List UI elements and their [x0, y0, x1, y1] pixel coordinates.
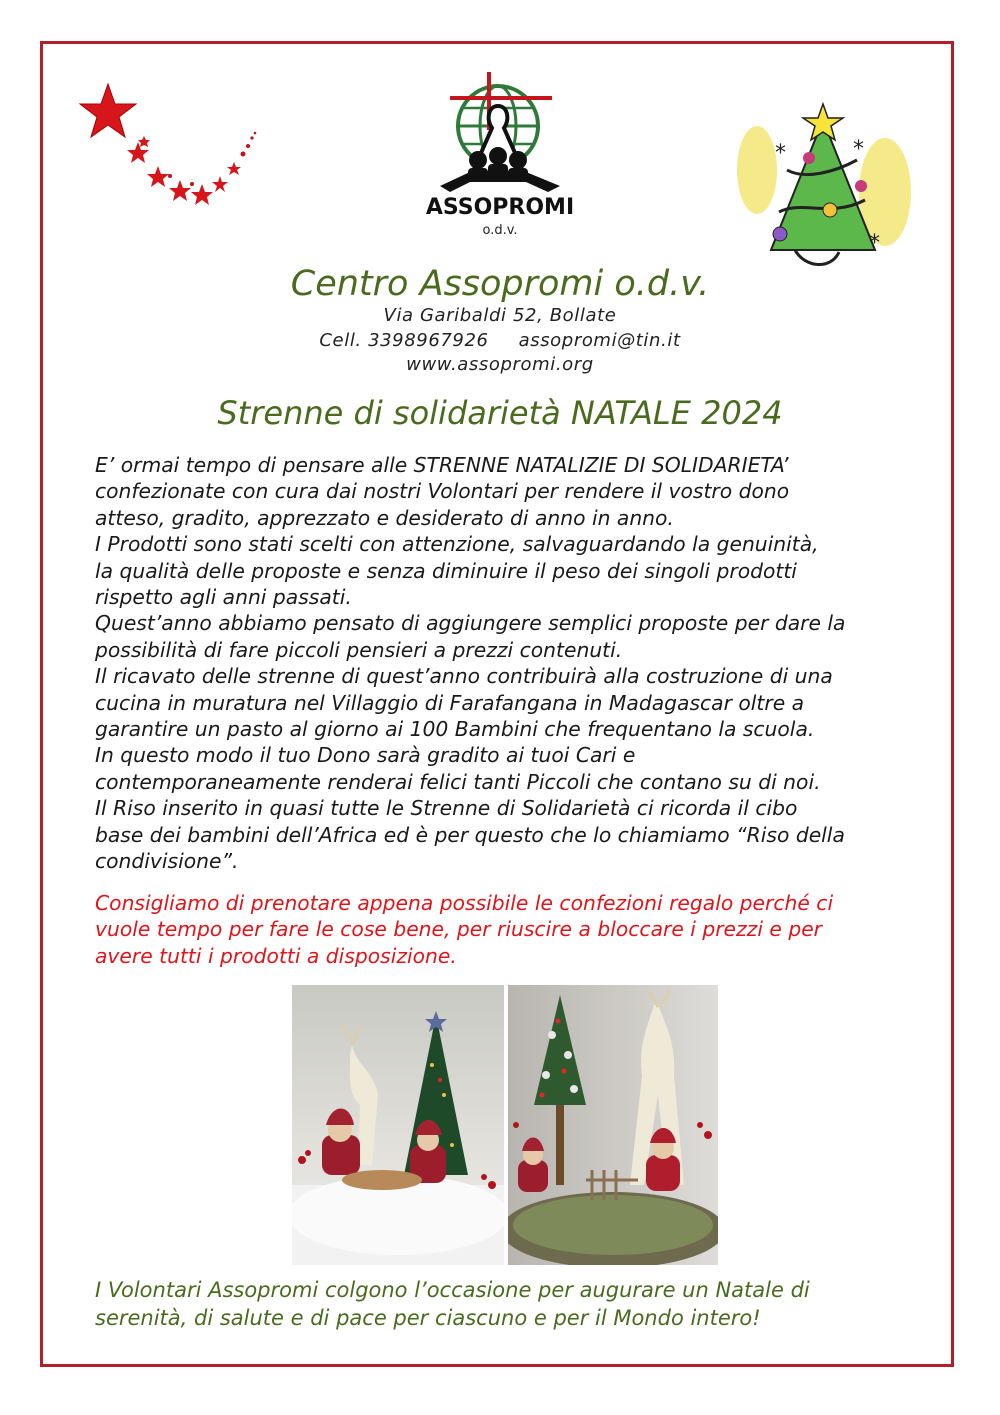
body-line: atteso, gradito, apprezzato e desiderato di anno in anno.	[95, 505, 674, 530]
christmas-decoration-photo-right	[508, 985, 718, 1265]
closing-greeting	[95, 1276, 915, 1332]
shooting-star-icon	[72, 80, 262, 210]
body-line: contemporaneamente renderai felici tanti Piccoli che contano su di noi.	[95, 769, 821, 794]
assopromi-logo	[420, 68, 580, 243]
logo-name: ASSOPROMI	[425, 195, 575, 220]
body-line: Il Riso inserito in quasi tutte le Strenne di Solidarietà ci ricorda il cibo	[95, 796, 798, 821]
logo-suffix: o.d.v.	[482, 223, 518, 238]
closing-line: serenità, di salute e di pace per ciascuno e per il Mondo intero!	[95, 1306, 761, 1330]
body-line: base dei bambini dell’Africa ed è per questo che lo chiamiamo “Riso della	[95, 822, 845, 847]
body-line: Il ricavato delle strenne di quest’anno contribuirà alla costruzione di una	[95, 664, 833, 689]
notice-line: Consigliamo di prenotare appena possibile le confezioni regalo perché ci	[95, 891, 834, 915]
body-line: possibilità di fare piccoli pensieri a prezzi contenuti.	[95, 637, 623, 662]
closing-line: I Volontari Assopromi colgono l’occasione per augurare un Natale di	[95, 1278, 810, 1302]
body-line: la qualità delle proposte e senza diminuire il peso dei singoli prodotti	[95, 558, 797, 583]
svg-text:*: *	[775, 141, 786, 166]
body-line: garantire un pasto al giorno ai 100 Bambini che frequentano la scuola.	[95, 717, 815, 742]
body-text	[95, 452, 915, 875]
svg-text:*: *	[853, 137, 864, 162]
body-line: condivisione”.	[95, 849, 239, 874]
body-line: E’ ormai tempo di pensare alle STRENNE NATALIZIE DI SOLIDARIETA’	[95, 453, 789, 477]
address: Via Garibaldi 52, Bollate	[383, 305, 617, 326]
body-line: cucina in muratura nel Villaggio di Farafangana in Madagascar oltre a	[95, 690, 805, 715]
organization-name: Centro Assopromi o.d.v.	[290, 264, 710, 304]
christmas-decoration-photo-left	[292, 985, 504, 1265]
page-title: Strenne di solidarietà NATALE 2024	[217, 394, 783, 432]
notice-line: avere tutti i prodotti a disposizione.	[95, 943, 457, 968]
phone: Cell. 3398967926	[319, 330, 489, 351]
body-line: rispetto agli anni passati.	[95, 585, 352, 610]
website-link[interactable]: www.assopromi.org	[406, 354, 594, 375]
booking-notice	[95, 890, 915, 969]
christmas-tree-icon	[735, 100, 915, 280]
svg-text:*: *	[869, 231, 880, 256]
email-link[interactable]: assopromi@tin.it	[518, 330, 681, 351]
body-line: I Prodotti sono stati scelti con attenzione, salvaguardando la genuinità,	[95, 532, 819, 557]
body-line: Quest’anno abbiamo pensato di aggiungere semplici proposte per dare la	[95, 611, 846, 636]
body-line: confezionate con cura dai nostri Volontari per rendere il vostro dono	[95, 479, 790, 504]
notice-line: vuole tempo per fare le cose bene, per riuscire a bloccare i prezzi e per	[95, 917, 823, 942]
contact-line	[0, 329, 1000, 352]
body-line: In questo modo il tuo Dono sarà gradito ai tuoi Cari e	[95, 743, 636, 768]
